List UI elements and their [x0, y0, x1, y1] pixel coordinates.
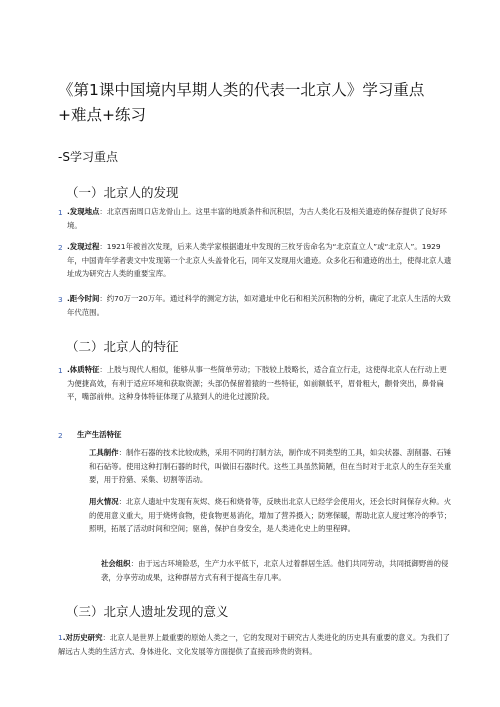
item-label: .体质特征 — [67, 365, 100, 374]
list-number: 2 — [58, 431, 63, 440]
sub-item — [89, 446, 457, 487]
item-label: .发现过程 — [67, 242, 100, 251]
item-label: .发现地点 — [67, 207, 100, 216]
sub-item-label: 用火情况 — [89, 497, 119, 506]
item-text: ：北京人是世界上最重要的原始人类之一，它的发现对于研究古人类进化的历史具有重要的意义。为我们了解远古人类的生活方式、身体进化、文化发展等方面提供了直接而珍贵的资料。 — [58, 633, 450, 656]
list-number: 1 — [58, 366, 63, 375]
section-heading-significance: （三）北京人遗址发现的意义 — [66, 604, 229, 619]
list-number: 3 — [58, 295, 63, 304]
item-label: .距今时间 — [67, 294, 100, 303]
section-heading-discovery: （一）北京人的发现 — [66, 185, 179, 200]
list-item — [67, 363, 452, 404]
item-text: ：上肢与现代人相似，能够从事一些简单劳动；下肢较上肢略长，适合直立行走，这使得北京人在行动上更为便捷高效，有利于适应环境和获取资源；头部仍保留着猿的一些特征，如前额低平，眉骨粗大，颧骨突出，鼻骨扁平，嘴部前伸。这种身体特征体现了从猿到人的进化过渡阶段。 — [67, 365, 447, 402]
item-text: ：1921年被首次发现，后来人类学家根据遗址中发现的三枚牙齿命名为“北京直立人”或“北京人”。1929年，中国青年学者裴文中发现第一个北京人头盖骨化石，同年又发现用火遗迹。众多化石和遗迹的出土，使得北京人遗址成为研究古人类的重要宝库。 — [67, 242, 452, 279]
sub-item-text: ：北京人遗址中发现有灰烬、烧石和烧骨等，反映出北京人已经学会使用火，还会长时间保存火种。火的使用意义重大，用于烧烤食物，使食物更易消化，增加了营养摄入；防寒保暖，帮助北京人度过寒冷的季节；照明，拓展了活动时间和空间；驱兽，保护自身安全，是人类进化史上的里程碑。 — [89, 497, 452, 534]
item-label: 生产生活特征 — [77, 430, 122, 439]
section-heading-features: （二）北京人的特征 — [66, 339, 179, 354]
list-item — [67, 292, 452, 319]
list-item — [67, 240, 452, 281]
list-item — [67, 205, 452, 232]
sub-item-label: 社会组织 — [101, 559, 131, 568]
section-title: -S学习重点 — [58, 150, 118, 164]
item-text: ：约70万一20万年。通过科学的测定方法，如对遗址中化石和相关沉积物的分析，确定了北京人生活的大致年代范围。 — [67, 294, 451, 317]
sub-item-label: 工具制作 — [89, 448, 119, 457]
list-number: 2 — [58, 243, 63, 252]
item-label: .对历史研究 — [62, 633, 103, 642]
list-item — [77, 428, 121, 442]
list-item — [58, 631, 452, 658]
sub-item — [89, 495, 457, 536]
sub-item-text: ：制作石器的技术比较成熟，采用不同的打制方法，制作成不同类型的工具，如尖状器、刮削器、石锤和石砧等。使用这种打制石器的时代，叫做旧石器时代。这些工具虽然简陋，但在当时对于北京人的生存至关重要，用于狩猎、采集、切割等活动。 — [89, 448, 452, 485]
list-number: 1 — [58, 633, 63, 642]
sub-item-text: ：由于远古环境险恶，生产力水平低下，北京人过着群居生活。他们共同劳动，共同抵御野兽的侵袭，分享劳动成果，这种群居方式有利于提高生存几率。 — [101, 559, 449, 582]
list-number: 1 — [58, 208, 63, 217]
document-title: 《第1课中国境内早期人类的代表一北京人》学习重点+难点+练习 — [58, 81, 425, 124]
sub-item — [101, 557, 457, 584]
item-text: ：北京西南周口店龙骨山上。这里丰富的地质条件和沉积层，为古人类化石及相关遗迹的保存提供了良好环境。 — [67, 207, 447, 230]
